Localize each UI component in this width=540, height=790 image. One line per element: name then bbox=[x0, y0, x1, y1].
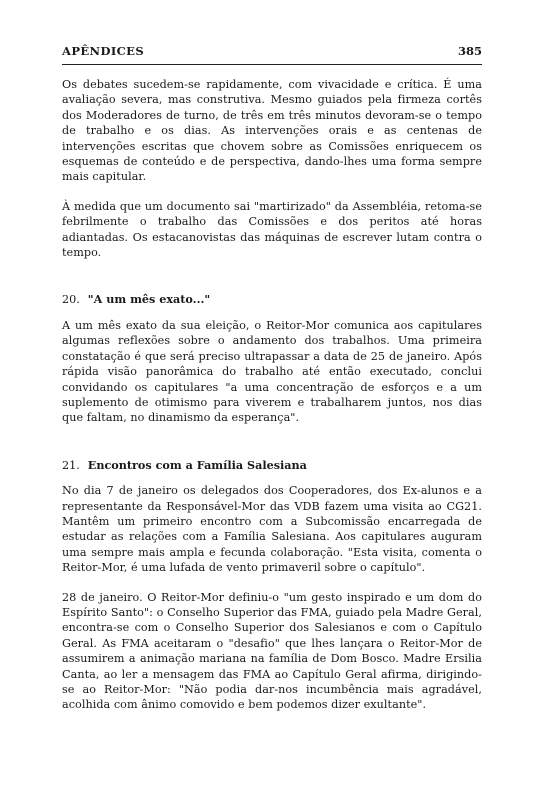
section-heading-20 bbox=[62, 292, 482, 307]
section-number: 21. bbox=[62, 458, 80, 472]
running-header bbox=[62, 44, 482, 62]
running-title: APÊNDICES bbox=[62, 44, 145, 58]
section-title: Encontros com a Família Salesiana bbox=[87, 457, 307, 472]
section-number: 20. bbox=[62, 293, 80, 307]
paragraph-debates: Os debates sucedem-se rapidamente, com vivacidade e crítica. É uma avaliação severa, mas construtiva. Mesmo guiados pela firmeza cortês dos Moderadores de turno, de três em três minutos devoram-se o tempo de trabalho e os dias. As intervenções orais e as centenas de intervenções escritas que chovem sobre as Comissões enriquecem os esquemas de conteúdo e de perspectiva, dando-lhes uma forma sempre mais capitular. bbox=[62, 78, 482, 184]
header-rule bbox=[62, 64, 482, 65]
paragraph-janeiro-28: 28 de janeiro. O Reitor-Mor definiu-o "um gesto inspirado e um dom do Espírito Santo": o Conselho Superior das FMA, guiado pela Madre Geral, encontra-se com o Conselho Superior dos Salesianos e com o Capítulo Geral. As FMA aceitaram o "desafio" que lhes lançara o Reitor-Mor de assumirem a animação mariana na família de Dom Bosco. Madre Ersilia Canta, ao ler a mensagem das FMA ao Capítulo Geral afirma, dirigindo-se ao Reitor-Mor: "Não podia dar-nos incumbência mais agradável, acolhida com ânimo comovido e bem podemos dizer exultante". bbox=[62, 590, 482, 712]
section-heading-21 bbox=[62, 458, 482, 473]
paragraph-documento: À medida que um documento sai "martirizado" da Assembléia, retoma-se febrilmente o trabalho das Comissões e dos peritos até horas adiantadas. Os estacanovistas das máquinas de escrever lutam contra o tempo. bbox=[62, 199, 482, 260]
paragraph-um-mes: A um mês exato da sua eleição, o Reitor-Mor comunica aos capitulares algumas reflexões sobre o andamento dos trabalhos. Uma primeira constatação é que será preciso ultrapassar a data de 25 de janeiro. Após rápida visão panorâmica do trabalho até então executado, conclui convidando os capitulares "a uma concentração de esforços e a um suplemento de otimismo para viverem e trabalharem juntos, nos dias que faltam, no dinamismo da esperança". bbox=[62, 318, 482, 425]
section-title: "A um mês exato..." bbox=[87, 292, 211, 307]
paragraph-janeiro-7: No dia 7 de janeiro os delegados dos Cooperadores, dos Ex-alunos e a representante da Responsável-Mor das VDB fazem uma visita ao CG21. Mantêm um primeiro encontro com a Subcomissão encarregada de estudar as relações com a Família Salesiana. Aos capitulares auguram uma sempre mais ampla e fecunda colaboração. "Esta visita, comenta o Reitor-Mor, é uma lufada de vento primaveril sobre o capítulo". bbox=[62, 484, 482, 575]
page-number: 385 bbox=[457, 44, 482, 58]
document-page bbox=[62, 44, 482, 713]
